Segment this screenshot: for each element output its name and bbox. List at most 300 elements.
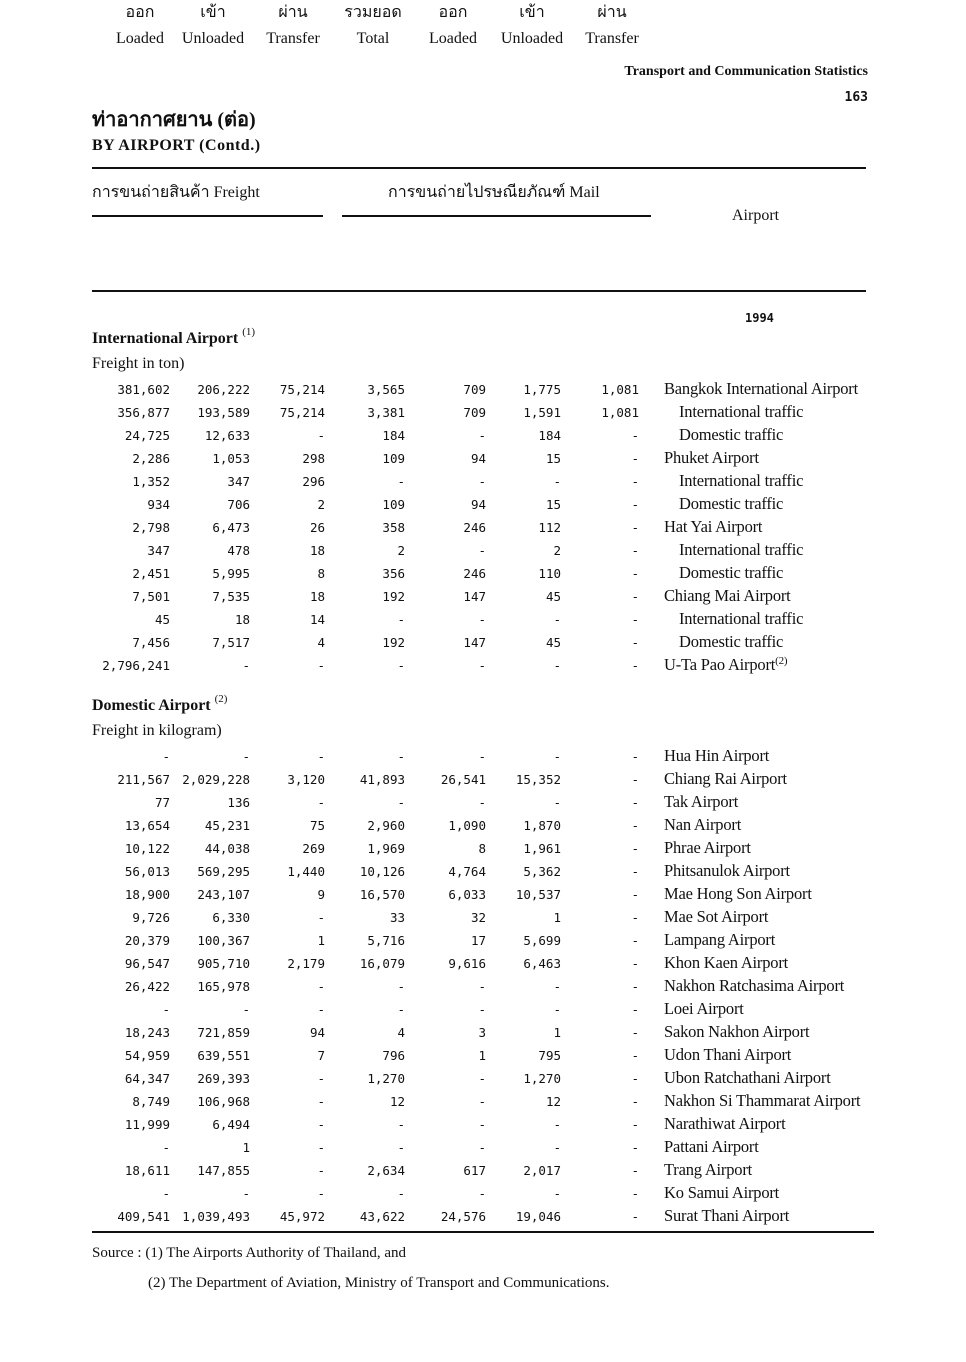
airport-label: Nakhon Ratchasima Airport bbox=[664, 976, 845, 995]
table-cell: - bbox=[478, 795, 486, 810]
page-number: 163 bbox=[844, 90, 868, 105]
table-bottom-rule bbox=[92, 1231, 874, 1233]
table-cell: - bbox=[631, 589, 639, 604]
table-cell: - bbox=[317, 749, 325, 764]
airport-name bbox=[664, 952, 788, 974]
table-cell: - bbox=[478, 1094, 486, 1109]
table-cell: 1,053 bbox=[212, 451, 250, 466]
airport-name bbox=[664, 883, 812, 905]
airport-label: Phitsanulok Airport bbox=[664, 861, 790, 880]
airport-label: Loei Airport bbox=[664, 999, 744, 1018]
table-cell: 2,634 bbox=[367, 1163, 405, 1178]
table-cell: 112 bbox=[538, 520, 561, 535]
table-cell: - bbox=[631, 1071, 639, 1086]
table-cell: - bbox=[553, 658, 561, 673]
table-cell: 1,352 bbox=[132, 474, 170, 489]
table-cell: - bbox=[397, 1002, 405, 1017]
table-cell: 1,081 bbox=[601, 405, 639, 420]
table-cell: - bbox=[631, 1094, 639, 1109]
table-cell: 298 bbox=[302, 451, 325, 466]
airport-label: Surat Thani Airport bbox=[664, 1206, 790, 1225]
table-cell: 2,029,228 bbox=[182, 772, 250, 787]
airport-label: Nakhon Si Thammarat Airport bbox=[664, 1091, 861, 1110]
table-cell: - bbox=[631, 864, 639, 879]
table-cell: 796 bbox=[382, 1048, 405, 1063]
airport-name bbox=[679, 493, 783, 515]
table-cell: 2,017 bbox=[523, 1163, 561, 1178]
airport-name bbox=[664, 768, 787, 790]
airport-name bbox=[664, 837, 751, 859]
table-cell: - bbox=[162, 749, 170, 764]
table-cell: 347 bbox=[227, 474, 250, 489]
table-cell: - bbox=[317, 1094, 325, 1109]
table-cell: 6,473 bbox=[212, 520, 250, 535]
table-cell: - bbox=[317, 910, 325, 925]
airport-name bbox=[664, 814, 741, 836]
table-cell: 1,270 bbox=[367, 1071, 405, 1086]
table-row bbox=[0, 791, 966, 814]
table-cell: 6,463 bbox=[523, 956, 561, 971]
table-row bbox=[0, 906, 966, 929]
table-cell: 246 bbox=[463, 566, 486, 581]
table-row bbox=[0, 768, 966, 791]
table-cell: 3,120 bbox=[287, 772, 325, 787]
table-cell: - bbox=[397, 658, 405, 673]
table-cell: - bbox=[631, 1117, 639, 1132]
table-cell: - bbox=[317, 1002, 325, 1017]
table-cell: 1,961 bbox=[523, 841, 561, 856]
table-cell: 26,422 bbox=[124, 979, 170, 994]
airport-label: International traffic bbox=[679, 540, 804, 559]
airport-name bbox=[679, 539, 803, 561]
table-cell: 905,710 bbox=[197, 956, 250, 971]
table-cell: - bbox=[317, 1186, 325, 1201]
table-row bbox=[0, 1044, 966, 1067]
table-cell: 478 bbox=[227, 543, 250, 558]
table-row bbox=[0, 562, 966, 585]
table-cell: - bbox=[631, 474, 639, 489]
table-cell: 1,870 bbox=[523, 818, 561, 833]
table-cell: - bbox=[317, 1140, 325, 1155]
table-cell: - bbox=[478, 474, 486, 489]
table-cell: 706 bbox=[227, 497, 250, 512]
table-row bbox=[0, 1136, 966, 1159]
airport-name bbox=[664, 1090, 860, 1112]
table-row bbox=[0, 1182, 966, 1205]
table-cell: 7 bbox=[317, 1048, 325, 1063]
column-header-en: Unloaded bbox=[181, 30, 245, 47]
table-cell: - bbox=[317, 1071, 325, 1086]
airport-name bbox=[664, 1205, 789, 1227]
table-cell: 15,352 bbox=[515, 772, 561, 787]
column-header-en: Transfer bbox=[585, 30, 639, 47]
table-row bbox=[0, 1021, 966, 1044]
table-cell: 147 bbox=[463, 589, 486, 604]
airport-label: Tak Airport bbox=[664, 792, 739, 811]
table-cell: - bbox=[317, 658, 325, 673]
airport-label: Mae Sot Airport bbox=[664, 907, 769, 926]
table-cell: - bbox=[397, 749, 405, 764]
column-header-en: Total bbox=[356, 30, 390, 47]
table-cell: - bbox=[631, 543, 639, 558]
table-cell: - bbox=[631, 841, 639, 856]
table-cell: - bbox=[631, 1163, 639, 1178]
table-cell: 2,796,241 bbox=[102, 658, 170, 673]
airport-label: Khon Kaen Airport bbox=[664, 953, 788, 972]
table-cell: 43,622 bbox=[359, 1209, 405, 1224]
table-cell: 709 bbox=[463, 405, 486, 420]
table-cell: 1 bbox=[553, 910, 561, 925]
table-cell: - bbox=[553, 1140, 561, 1155]
table-cell: - bbox=[631, 956, 639, 971]
airport-name bbox=[664, 929, 775, 951]
table-cell: - bbox=[162, 1140, 170, 1155]
mail-group-rule bbox=[342, 215, 651, 217]
table-cell: 409,541 bbox=[117, 1209, 170, 1224]
table-cell: 1 bbox=[553, 1025, 561, 1040]
table-cell: 721,859 bbox=[197, 1025, 250, 1040]
table-cell: 45,231 bbox=[204, 818, 250, 833]
table-cell: 2,286 bbox=[132, 451, 170, 466]
column-header-mail-unloaded bbox=[494, 0, 570, 52]
table-cell: - bbox=[553, 474, 561, 489]
table-cell: 2 bbox=[397, 543, 405, 558]
table-cell: 5,699 bbox=[523, 933, 561, 948]
airport-label: Bangkok International Airport bbox=[664, 379, 858, 398]
table-cell: 45 bbox=[545, 589, 561, 604]
column-header-mail-total bbox=[338, 0, 408, 52]
table-cell: 13,654 bbox=[124, 818, 170, 833]
column-header-thai: ผ่าน bbox=[278, 4, 308, 21]
column-header-thai: รวมยอด bbox=[344, 4, 402, 21]
table-cell: 75,214 bbox=[279, 382, 325, 397]
airport-label: Ubon Ratchathani Airport bbox=[664, 1068, 831, 1087]
table-cell: 41,893 bbox=[359, 772, 405, 787]
table-cell: 358 bbox=[382, 520, 405, 535]
table-cell: - bbox=[553, 612, 561, 627]
table-cell: - bbox=[631, 979, 639, 994]
table-cell: 3,381 bbox=[367, 405, 405, 420]
table-cell: - bbox=[631, 428, 639, 443]
table-cell: 106,968 bbox=[197, 1094, 250, 1109]
table-cell: 2,451 bbox=[132, 566, 170, 581]
table-row bbox=[0, 470, 966, 493]
section-subtitle: Freight in ton) bbox=[92, 355, 185, 372]
table-cell: - bbox=[317, 1117, 325, 1132]
airport-name bbox=[664, 1021, 809, 1043]
table-cell: - bbox=[478, 1071, 486, 1086]
airport-name bbox=[664, 1067, 831, 1089]
page-title: BY AIRPORT (Contd.) bbox=[92, 137, 261, 154]
running-title: Transport and Communication Statistics bbox=[624, 64, 868, 79]
table-cell: 15 bbox=[545, 451, 561, 466]
table-cell: 77 bbox=[154, 795, 170, 810]
table-cell: 45 bbox=[154, 612, 170, 627]
airport-name bbox=[664, 447, 759, 469]
airport-name bbox=[679, 424, 783, 446]
table-cell: 6,033 bbox=[448, 887, 486, 902]
table-cell: - bbox=[631, 910, 639, 925]
footnote-marker: (1) bbox=[242, 326, 256, 338]
table-cell: 64,347 bbox=[124, 1071, 170, 1086]
airport-label: Chiang Rai Airport bbox=[664, 769, 787, 788]
table-cell: 1,969 bbox=[367, 841, 405, 856]
table-cell: 243,107 bbox=[197, 887, 250, 902]
table-row bbox=[0, 975, 966, 998]
table-row bbox=[0, 745, 966, 768]
table-cell: - bbox=[317, 428, 325, 443]
table-cell: - bbox=[478, 612, 486, 627]
column-header-thai: ออก bbox=[438, 4, 468, 21]
thai-title: ท่าอากาศยาน (ต่อ) bbox=[92, 109, 256, 131]
table-cell: 206,222 bbox=[197, 382, 250, 397]
airport-label: Ko Samui Airport bbox=[664, 1183, 780, 1202]
airport-label: Udon Thani Airport bbox=[664, 1045, 792, 1064]
airport-name bbox=[679, 631, 783, 653]
table-cell: - bbox=[317, 1163, 325, 1178]
table-cell: - bbox=[242, 749, 250, 764]
airport-label: International traffic bbox=[679, 402, 804, 421]
footnote-marker: (2) bbox=[775, 655, 788, 667]
table-cell: 45 bbox=[545, 635, 561, 650]
table-cell: - bbox=[478, 428, 486, 443]
table-row bbox=[0, 1205, 966, 1228]
source-line-2: (2) The Department of Aviation, Ministry of Transport and Communications. bbox=[148, 1275, 610, 1291]
table-cell: 44,038 bbox=[204, 841, 250, 856]
table-cell: 16,570 bbox=[359, 887, 405, 902]
table-row bbox=[0, 837, 966, 860]
source-note bbox=[92, 1238, 609, 1298]
freight-group-rule bbox=[92, 215, 323, 217]
table-cell: 54,959 bbox=[124, 1048, 170, 1063]
table-cell: - bbox=[631, 566, 639, 581]
table-cell: 246 bbox=[463, 520, 486, 535]
airport-name bbox=[664, 1044, 791, 1066]
table-cell: - bbox=[631, 1186, 639, 1201]
table-cell: - bbox=[478, 658, 486, 673]
airport-label: Hua Hin Airport bbox=[664, 746, 770, 765]
table-row bbox=[0, 929, 966, 952]
table-cell: - bbox=[397, 795, 405, 810]
column-header-thai: เข้า bbox=[519, 4, 545, 21]
table-cell: 1,039,493 bbox=[182, 1209, 250, 1224]
table-cell: 795 bbox=[538, 1048, 561, 1063]
table-cell: 192 bbox=[382, 589, 405, 604]
airport-name bbox=[664, 516, 762, 538]
table-row bbox=[0, 401, 966, 424]
section-heading-international bbox=[92, 327, 255, 376]
airport-name bbox=[664, 1113, 786, 1135]
table-row bbox=[0, 860, 966, 883]
table-row bbox=[0, 447, 966, 470]
airport-label: Phuket Airport bbox=[664, 448, 759, 467]
table-cell: 709 bbox=[463, 382, 486, 397]
table-cell: 5,995 bbox=[212, 566, 250, 581]
table-cell: - bbox=[397, 979, 405, 994]
table-cell: 2,960 bbox=[367, 818, 405, 833]
airport-label: Domestic traffic bbox=[679, 563, 784, 582]
table-cell: 12 bbox=[545, 1094, 561, 1109]
table-cell: - bbox=[631, 818, 639, 833]
table-cell: 6,494 bbox=[212, 1117, 250, 1132]
table-cell: - bbox=[397, 612, 405, 627]
table-cell: 15 bbox=[545, 497, 561, 512]
table-row bbox=[0, 539, 966, 562]
table-cell: 110 bbox=[538, 566, 561, 581]
airport-label: Trang Airport bbox=[664, 1160, 753, 1179]
table-cell: 18 bbox=[309, 543, 325, 558]
table-cell: - bbox=[242, 1186, 250, 1201]
table-cell: 3 bbox=[478, 1025, 486, 1040]
table-cell: 8,749 bbox=[132, 1094, 170, 1109]
table-cell: 2 bbox=[317, 497, 325, 512]
table-cell: 1,591 bbox=[523, 405, 561, 420]
table-cell: 20,379 bbox=[124, 933, 170, 948]
table-cell: 14 bbox=[309, 612, 325, 627]
table-cell: 94 bbox=[309, 1025, 325, 1040]
table-cell: 4 bbox=[317, 635, 325, 650]
column-header-freight-transfer bbox=[258, 0, 328, 52]
airport-name bbox=[664, 1136, 759, 1158]
table-row bbox=[0, 883, 966, 906]
table-cell: 269 bbox=[302, 841, 325, 856]
table-cell: 1,090 bbox=[448, 818, 486, 833]
table-cell: 639,551 bbox=[197, 1048, 250, 1063]
table-cell: - bbox=[631, 772, 639, 787]
header-bottom-rule bbox=[92, 290, 866, 292]
column-header-thai: ผ่าน bbox=[597, 4, 627, 21]
column-header-en: Loaded bbox=[116, 30, 164, 47]
table-cell: 2,798 bbox=[132, 520, 170, 535]
table-cell: 193,589 bbox=[197, 405, 250, 420]
table-cell: 1 bbox=[478, 1048, 486, 1063]
table-row bbox=[0, 952, 966, 975]
table-cell: 26,541 bbox=[440, 772, 486, 787]
airport-label: Hat Yai Airport bbox=[664, 517, 763, 536]
table-row bbox=[0, 631, 966, 654]
source-line-1: Source : (1) The Airports Authority of Thailand, and bbox=[92, 1245, 406, 1261]
table-cell: - bbox=[478, 1117, 486, 1132]
table-cell: 8 bbox=[317, 566, 325, 581]
table-cell: - bbox=[631, 1048, 639, 1063]
table-cell: - bbox=[553, 749, 561, 764]
table-row bbox=[0, 516, 966, 539]
table-cell: - bbox=[162, 1002, 170, 1017]
table-cell: - bbox=[242, 1002, 250, 1017]
table-row bbox=[0, 493, 966, 516]
table-cell: - bbox=[397, 474, 405, 489]
airport-name bbox=[664, 745, 769, 767]
table-cell: 100,367 bbox=[197, 933, 250, 948]
table-cell: - bbox=[478, 543, 486, 558]
airport-label: Lampang Airport bbox=[664, 930, 776, 949]
table-cell: 617 bbox=[463, 1163, 486, 1178]
table-cell: 11,999 bbox=[124, 1117, 170, 1132]
column-header-freight-unloaded bbox=[176, 0, 250, 52]
table-cell: 8 bbox=[478, 841, 486, 856]
section-title: International Airport bbox=[92, 330, 239, 347]
table-cell: 18,900 bbox=[124, 887, 170, 902]
table-cell: 24,725 bbox=[124, 428, 170, 443]
table-cell: 10,122 bbox=[124, 841, 170, 856]
airport-label: Sakon Nakhon Airport bbox=[664, 1022, 810, 1041]
table-cell: - bbox=[242, 658, 250, 673]
column-header-en: Loaded bbox=[429, 30, 477, 47]
table-cell: 12,633 bbox=[204, 428, 250, 443]
column-header-airport: Airport bbox=[732, 207, 780, 224]
table-cell: - bbox=[478, 749, 486, 764]
table-cell: 184 bbox=[538, 428, 561, 443]
table-cell: - bbox=[631, 451, 639, 466]
table-cell: 1,775 bbox=[523, 382, 561, 397]
table-cell: 296 bbox=[302, 474, 325, 489]
table-cell: 17 bbox=[470, 933, 486, 948]
airport-name bbox=[664, 654, 787, 678]
table-cell: - bbox=[162, 1186, 170, 1201]
table-cell: 75,214 bbox=[279, 405, 325, 420]
table-cell: - bbox=[631, 749, 639, 764]
table-cell: 56,013 bbox=[124, 864, 170, 879]
mail-group-heading: การขนถ่ายไปรษณียภัณฑ์ Mail bbox=[388, 184, 600, 201]
table-cell: 75 bbox=[309, 818, 325, 833]
table-cell: - bbox=[631, 1002, 639, 1017]
airport-label: International traffic bbox=[679, 609, 804, 628]
table-cell: 9,726 bbox=[132, 910, 170, 925]
table-row bbox=[0, 424, 966, 447]
table-cell: 4 bbox=[397, 1025, 405, 1040]
column-header-en: Transfer bbox=[266, 30, 320, 47]
table-row bbox=[0, 654, 966, 677]
table-cell: 165,978 bbox=[197, 979, 250, 994]
airport-name bbox=[664, 975, 844, 997]
table-cell: - bbox=[317, 795, 325, 810]
table-cell: 136 bbox=[227, 795, 250, 810]
table-cell: - bbox=[553, 1186, 561, 1201]
table-cell: - bbox=[478, 1186, 486, 1201]
table-cell: 96,547 bbox=[124, 956, 170, 971]
table-row bbox=[0, 608, 966, 631]
footnote-marker: (2) bbox=[214, 693, 228, 705]
section-title: Domestic Airport bbox=[92, 697, 211, 714]
table-cell: 7,456 bbox=[132, 635, 170, 650]
table-cell: - bbox=[631, 933, 639, 948]
table-cell: 211,567 bbox=[117, 772, 170, 787]
column-header-freight-loaded bbox=[105, 0, 175, 52]
freight-group-heading: การขนถ่ายสินค้า Freight bbox=[92, 184, 260, 201]
table-cell: 269,393 bbox=[197, 1071, 250, 1086]
table-cell: 19,046 bbox=[515, 1209, 561, 1224]
table-cell: 5,716 bbox=[367, 933, 405, 948]
table-row bbox=[0, 585, 966, 608]
airport-name bbox=[664, 906, 768, 928]
table-cell: 10,126 bbox=[359, 864, 405, 879]
table-cell: - bbox=[631, 635, 639, 650]
table-cell: 94 bbox=[470, 451, 486, 466]
table-cell: - bbox=[553, 1117, 561, 1132]
table-cell: 381,602 bbox=[117, 382, 170, 397]
airport-label: International traffic bbox=[679, 471, 804, 490]
table-row bbox=[0, 378, 966, 401]
table-cell: 18,611 bbox=[124, 1163, 170, 1178]
section-heading-domestic bbox=[92, 694, 227, 743]
section-subtitle: Freight in kilogram) bbox=[92, 722, 222, 739]
column-header-mail-loaded bbox=[418, 0, 488, 52]
table-cell: - bbox=[478, 979, 486, 994]
table-cell: 1 bbox=[242, 1140, 250, 1155]
table-cell: 10,537 bbox=[515, 887, 561, 902]
table-cell: 33 bbox=[389, 910, 405, 925]
airport-label: Phrae Airport bbox=[664, 838, 751, 857]
